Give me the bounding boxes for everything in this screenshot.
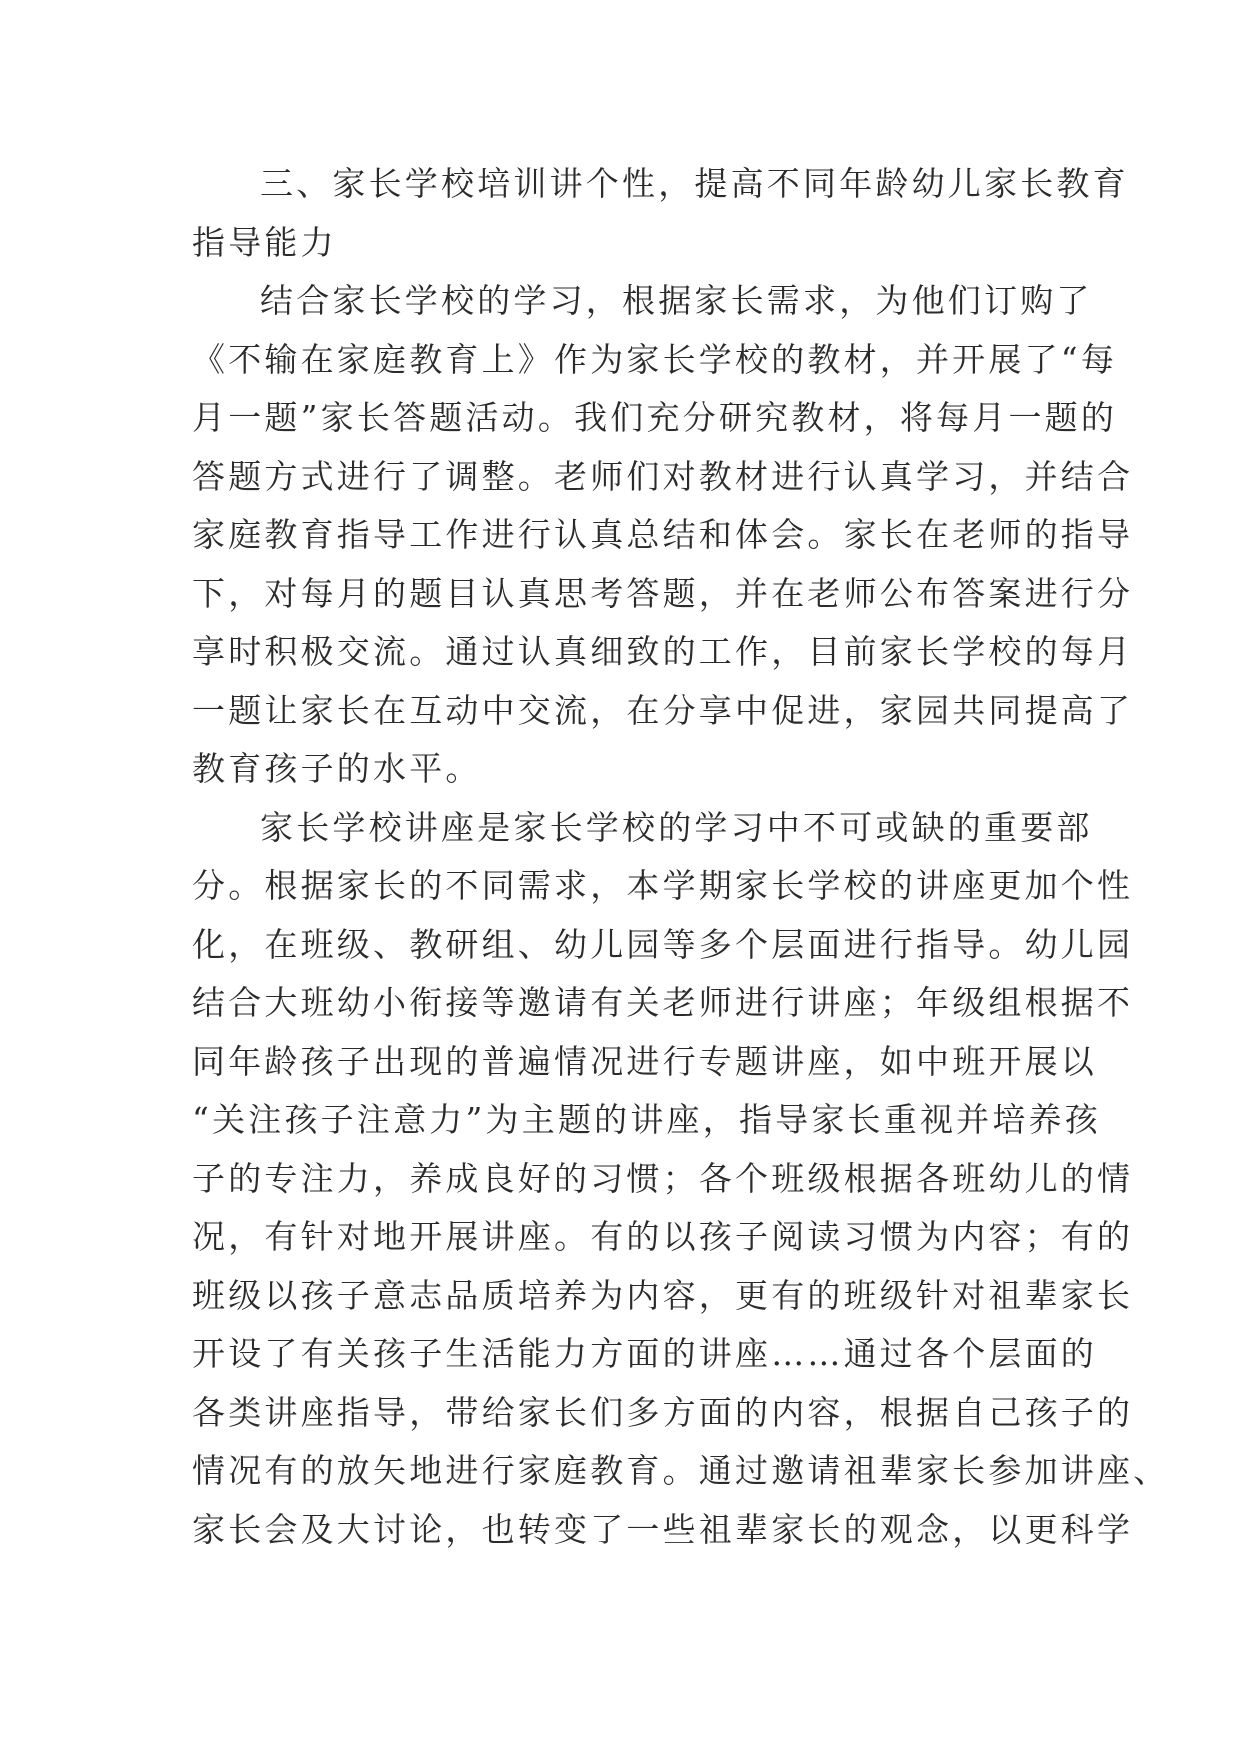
paragraph-line: 家长学校讲座是家长学校的学习中不可或缺的重要部 [260, 807, 1093, 847]
paragraph-line: 结合家长学校的学习，根据家长需求，为他们订购了 [260, 281, 1093, 320]
paragraph-line: 结合大班幼小衔接等邀请有关老师进行讲座；年级组根据不 [192, 983, 1134, 1022]
section-heading [192, 155, 1129, 272]
heading-line: 三、家长学校培训讲个性，提高不同年龄幼儿家长教育 [260, 164, 1129, 203]
paragraph-line: 各类讲座指导，带给家长们多方面的内容，根据自己孩子的 [192, 1392, 1134, 1432]
paragraph-line: 情况有的放矢地进行家庭教育。通过邀请祖辈家长参加讲座、 [192, 1451, 1170, 1490]
document-body [192, 155, 1170, 1559]
paragraph-line: “关注孩子注意力”为主题的讲座，指导家长重视并培养孩 [192, 1100, 1101, 1139]
paragraph-line: 教育孩子的水平。 [192, 749, 482, 788]
paragraph-line: 开设了有关孩子生活能力方面的讲座……通过各个层面的 [192, 1334, 1097, 1373]
paragraph-line: 下，对每月的题目认真思考答题，并在老师公布答案进行分 [192, 573, 1134, 613]
heading-line: 指导能力 [192, 222, 337, 262]
paragraph-line: 《不输在家庭教育上》作为家长学校的教材，并开展了“每 [192, 339, 1118, 379]
paragraph-line: 月一题”家长答题活动。我们充分研究教材，将每月一题的 [192, 398, 1118, 437]
paragraph-line: 子的专注力，养成良好的习惯；各个班级根据各班幼儿的情 [192, 1158, 1134, 1198]
paragraph-line: 家长会及大讨论，也转变了一些祖辈家长的观念，以更科学 [192, 1509, 1134, 1549]
paragraph-line: 一题让家长在互动中交流，在分享中促进，家园共同提高了 [192, 690, 1134, 730]
paragraph-line: 况，有针对地开展讲座。有的以孩子阅读习惯为内容；有的 [192, 1217, 1134, 1256]
paragraph-line: 分。根据家长的不同需求，本学期家长学校的讲座更加个性 [192, 866, 1134, 905]
paragraph-line: 享时积极交流。通过认真细致的工作，目前家长学校的每月 [192, 632, 1134, 671]
paragraph-2 [192, 799, 1170, 1560]
paragraph-line: 家庭教育指导工作进行认真总结和体会。家长在老师的指导 [192, 515, 1134, 554]
paragraph-1 [192, 272, 1134, 799]
paragraph-line: 班级以孩子意志品质培养为内容，更有的班级针对祖辈家长 [192, 1275, 1134, 1315]
paragraph-line: 化，在班级、教研组、幼儿园等多个层面进行指导。幼儿园 [192, 924, 1134, 964]
paragraph-line: 同年龄孩子出现的普遍情况进行专题讲座，如中班开展以 [192, 1041, 1097, 1081]
paragraph-line: 答题方式进行了调整。老师们对教材进行认真学习，并结合 [192, 456, 1134, 496]
